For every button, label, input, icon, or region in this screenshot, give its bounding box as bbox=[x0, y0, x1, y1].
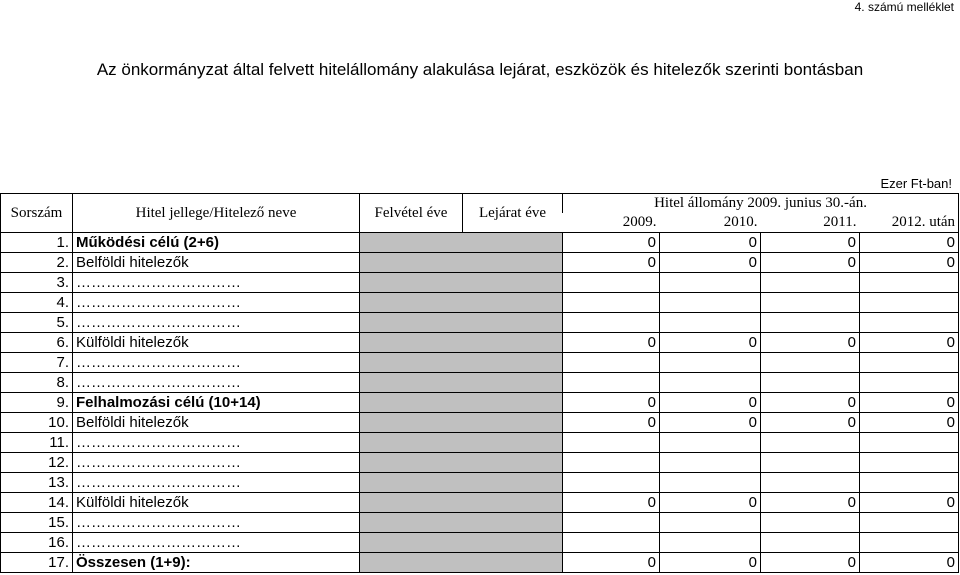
value-cell bbox=[860, 433, 959, 453]
value-cell bbox=[860, 353, 959, 373]
value-cell bbox=[761, 313, 860, 333]
value-cell bbox=[761, 373, 860, 393]
value-cell bbox=[860, 373, 959, 393]
table-row bbox=[1, 373, 959, 393]
col-header-year-1: 2009. bbox=[622, 214, 657, 230]
row-label: Felhalmozási célú (10+14) bbox=[73, 393, 360, 413]
value-cell bbox=[761, 273, 860, 293]
row-label: …………………………… bbox=[73, 353, 360, 373]
row-number: 4. bbox=[1, 293, 73, 313]
row-label: Külföldi hitelezők bbox=[73, 333, 360, 353]
row-number: 1. bbox=[1, 233, 73, 253]
table-row bbox=[1, 493, 959, 513]
value-cell bbox=[660, 353, 761, 373]
table-row bbox=[1, 253, 959, 273]
annex-label: 4. számú melléklet bbox=[854, 0, 954, 14]
value-cell: 0 bbox=[761, 233, 860, 253]
row-number: 6. bbox=[1, 333, 73, 353]
value-cell: 0 bbox=[860, 493, 959, 513]
value-cell bbox=[563, 273, 660, 293]
row-number: 8. bbox=[1, 373, 73, 393]
value-cell: 0 bbox=[660, 553, 761, 573]
shaded-cell bbox=[360, 253, 563, 273]
value-cell bbox=[563, 473, 660, 493]
value-cell bbox=[761, 433, 860, 453]
shaded-cell bbox=[360, 373, 563, 393]
value-cell: 0 bbox=[761, 333, 860, 353]
value-cell bbox=[761, 513, 860, 533]
header-row-1 bbox=[1, 194, 959, 214]
shaded-cell bbox=[360, 273, 563, 293]
value-cell: 0 bbox=[660, 233, 761, 253]
value-cell bbox=[761, 533, 860, 553]
shaded-cell bbox=[360, 453, 563, 473]
row-number: 9. bbox=[1, 393, 73, 413]
shaded-cell bbox=[360, 413, 563, 433]
col-header-felvetel: Felvétel éve bbox=[360, 194, 463, 233]
value-cell bbox=[660, 533, 761, 553]
shaded-cell bbox=[360, 293, 563, 313]
value-cell: 0 bbox=[860, 413, 959, 433]
value-cell: 0 bbox=[860, 253, 959, 273]
table-row bbox=[1, 533, 959, 553]
row-number: 15. bbox=[1, 513, 73, 533]
table-row bbox=[1, 273, 959, 293]
value-cell bbox=[660, 453, 761, 473]
value-cell: 0 bbox=[660, 393, 761, 413]
col-header-year-2: 2010. bbox=[723, 214, 758, 230]
value-cell: 0 bbox=[660, 333, 761, 353]
value-cell bbox=[563, 433, 660, 453]
page-title: Az önkormányzat által felvett hitelállomány alakulása lejárat, eszközök és hitelezők szerinti bontásban bbox=[96, 60, 864, 79]
value-cell bbox=[563, 293, 660, 313]
shaded-cell bbox=[360, 553, 563, 573]
row-number: 13. bbox=[1, 473, 73, 493]
col-header-year-3: 2011. bbox=[823, 214, 857, 230]
value-cell bbox=[860, 273, 959, 293]
value-cell bbox=[563, 513, 660, 533]
row-number: 12. bbox=[1, 453, 73, 473]
row-number: 7. bbox=[1, 353, 73, 373]
col-header-hitel: Hitel jellege/Hitelező neve bbox=[73, 194, 360, 233]
value-cell bbox=[563, 353, 660, 373]
row-label: …………………………… bbox=[73, 373, 360, 393]
value-cell: 0 bbox=[563, 233, 660, 253]
row-label: …………………………… bbox=[73, 533, 360, 553]
value-cell: 0 bbox=[860, 393, 959, 413]
value-cell: 0 bbox=[563, 393, 660, 413]
value-cell: 0 bbox=[860, 553, 959, 573]
col-header-allomany: Hitel állomány 2009. junius 30.-án. bbox=[563, 194, 959, 214]
value-cell: 0 bbox=[860, 333, 959, 353]
shaded-cell bbox=[360, 233, 563, 253]
value-cell bbox=[860, 513, 959, 533]
table-row bbox=[1, 453, 959, 473]
value-cell bbox=[860, 313, 959, 333]
value-cell bbox=[761, 293, 860, 313]
value-cell: 0 bbox=[860, 233, 959, 253]
shaded-cell bbox=[360, 433, 563, 453]
row-number: 5. bbox=[1, 313, 73, 333]
value-cell bbox=[563, 313, 660, 333]
value-cell bbox=[660, 433, 761, 453]
table-row bbox=[1, 393, 959, 413]
row-number: 14. bbox=[1, 493, 73, 513]
shaded-cell bbox=[360, 473, 563, 493]
value-cell bbox=[563, 453, 660, 473]
row-number: 2. bbox=[1, 253, 73, 273]
row-label: …………………………… bbox=[73, 473, 360, 493]
value-cell bbox=[660, 373, 761, 393]
value-cell bbox=[860, 533, 959, 553]
row-label: …………………………… bbox=[73, 273, 360, 293]
col-header-year-4: 2012. után bbox=[860, 213, 959, 233]
table-row bbox=[1, 233, 959, 253]
table-row bbox=[1, 413, 959, 433]
value-cell bbox=[860, 293, 959, 313]
value-cell: 0 bbox=[660, 413, 761, 433]
value-cell bbox=[761, 453, 860, 473]
row-number: 3. bbox=[1, 273, 73, 293]
shaded-cell bbox=[360, 533, 563, 553]
value-cell: 0 bbox=[761, 253, 860, 273]
shaded-cell bbox=[360, 513, 563, 533]
row-label: Belföldi hitelezők bbox=[73, 413, 360, 433]
table-row bbox=[1, 313, 959, 333]
value-cell: 0 bbox=[660, 253, 761, 273]
row-label: Külföldi hitelezők bbox=[73, 493, 360, 513]
unit-label: Ezer Ft-ban! bbox=[880, 176, 952, 191]
value-cell bbox=[563, 373, 660, 393]
table-row bbox=[1, 353, 959, 373]
row-number: 11. bbox=[1, 433, 73, 453]
value-cell: 0 bbox=[761, 393, 860, 413]
value-cell bbox=[660, 473, 761, 493]
table-row bbox=[1, 293, 959, 313]
shaded-cell bbox=[360, 353, 563, 373]
row-label: …………………………… bbox=[73, 433, 360, 453]
value-cell: 0 bbox=[563, 493, 660, 513]
col-header-lejarat: Lejárat éve bbox=[463, 194, 563, 233]
value-cell: 0 bbox=[563, 333, 660, 353]
value-cell bbox=[860, 473, 959, 493]
credit-table bbox=[0, 193, 959, 573]
value-cell bbox=[660, 293, 761, 313]
table-row bbox=[1, 473, 959, 493]
row-label: Összesen (1+9): bbox=[73, 553, 360, 573]
shaded-cell bbox=[360, 313, 563, 333]
row-label: …………………………… bbox=[73, 513, 360, 533]
value-cell: 0 bbox=[563, 413, 660, 433]
row-label: Működési célú (2+6) bbox=[73, 233, 360, 253]
shaded-cell bbox=[360, 493, 563, 513]
table-row bbox=[1, 553, 959, 573]
value-cell bbox=[660, 513, 761, 533]
value-cell bbox=[563, 533, 660, 553]
row-number: 17. bbox=[1, 553, 73, 573]
value-cell bbox=[761, 353, 860, 373]
row-label: …………………………… bbox=[73, 293, 360, 313]
value-cell bbox=[761, 473, 860, 493]
table-row bbox=[1, 333, 959, 353]
row-number: 16. bbox=[1, 533, 73, 553]
value-cell bbox=[660, 313, 761, 333]
value-cell: 0 bbox=[563, 553, 660, 573]
shaded-cell bbox=[360, 393, 563, 413]
value-cell bbox=[660, 273, 761, 293]
value-cell: 0 bbox=[563, 253, 660, 273]
row-number: 10. bbox=[1, 413, 73, 433]
row-label: Belföldi hitelezők bbox=[73, 253, 360, 273]
row-label: …………………………… bbox=[73, 453, 360, 473]
value-cell: 0 bbox=[761, 493, 860, 513]
shaded-cell bbox=[360, 333, 563, 353]
table-row bbox=[1, 433, 959, 453]
table-row bbox=[1, 513, 959, 533]
value-cell: 0 bbox=[761, 413, 860, 433]
col-header-sorszam: Sorszám bbox=[1, 194, 73, 233]
value-cell: 0 bbox=[660, 493, 761, 513]
value-cell: 0 bbox=[761, 553, 860, 573]
row-label: …………………………… bbox=[73, 313, 360, 333]
value-cell bbox=[860, 453, 959, 473]
